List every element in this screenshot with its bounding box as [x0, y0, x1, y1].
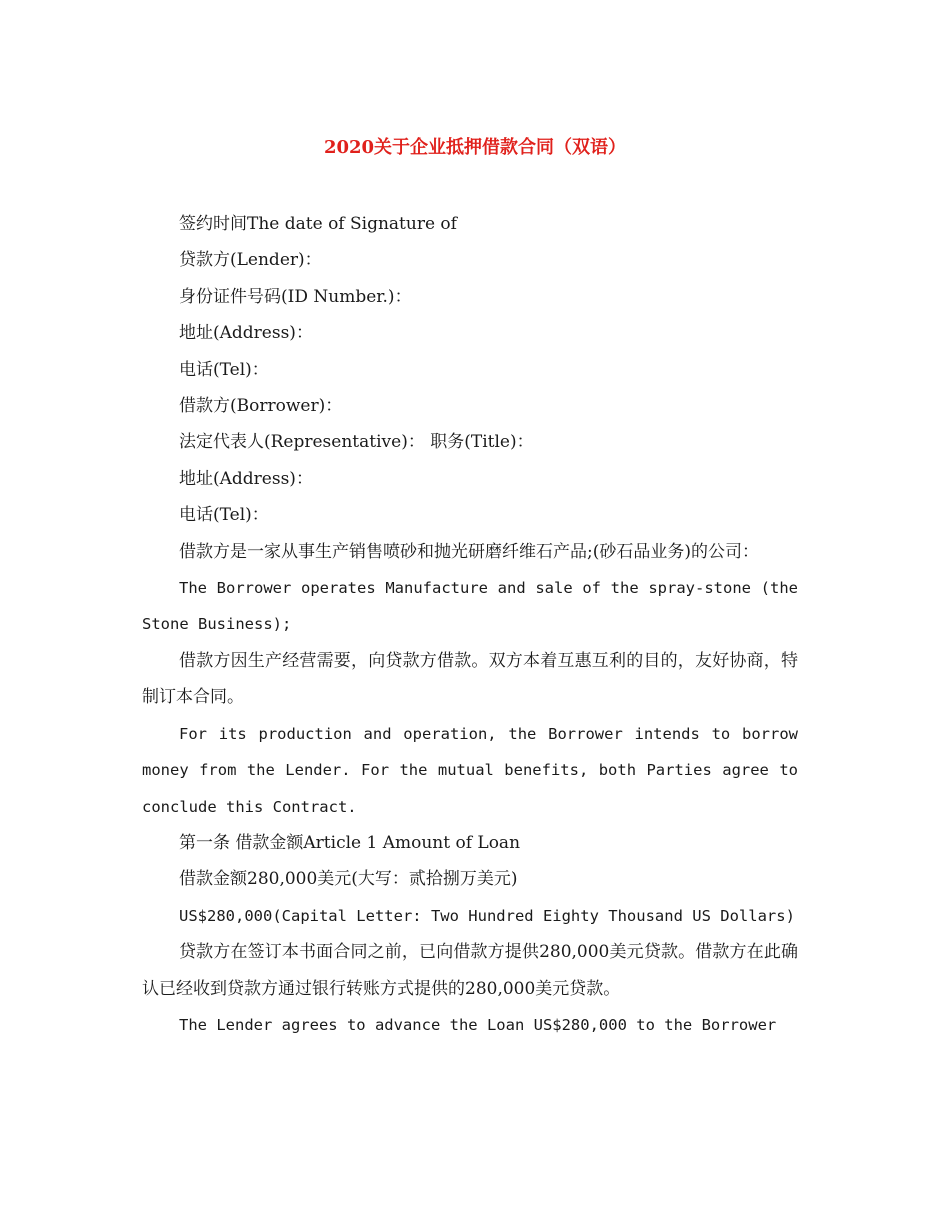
lender-tel-line: 电话(Tel)： [179, 359, 269, 380]
article-1-heading: 第一条 借款金额Article 1 Amount of Loan [179, 832, 521, 853]
borrower-business-zh-paragraph: 借款方是一家从事生产销售喷砂和抛光研磨纤维石产品;(砂石品业务)的公司： [179, 541, 759, 562]
document-body [142, 206, 798, 1043]
loan-amount-zh-line: 借款金额280,000美元(大写：贰拾捌万美元) [179, 869, 518, 890]
borrower-tel-line: 电话(Tel)： [179, 505, 269, 526]
advance-en-line: The Lender agrees to advance the Loan US$280,000 to the Borrower [179, 1015, 777, 1034]
purpose-zh-paragraph: 借款方因生产经营需要，向贷款方借款。双方本着互惠互利的目的，友好协商，特制订本合同。 [142, 650, 798, 708]
document-title: 2020关于企业抵押借款合同（双语） [323, 137, 627, 158]
advance-zh-paragraph: 贷款方在签订本书面合同之前，已向借款方提供280,000美元贷款。借款方在此确认已经收到贷款方通过银行转账方式提供的280,000美元贷款。 [142, 942, 798, 999]
purpose-en-paragraph: For its production and operation, the Borrower intends to borrow money from the Lender. For the mutual benefits, both Parties agree to conclude this Contract. [142, 724, 798, 816]
loan-amount-en-line: US$280,000(Capital Letter: Two Hundred Eighty Thousand US Dollars) [179, 906, 795, 925]
borrower-representative-line: 法定代表人(Representative)： 职务(Title)： [179, 432, 534, 453]
signing-date-line: 签约时间The date of Signature of [179, 214, 457, 234]
lender-address-line: 地址(Address)： [179, 323, 313, 344]
lender-id-line: 身份证件号码(ID Number.)： [179, 286, 412, 307]
lender-line: 贷款方(Lender)： [179, 250, 322, 271]
borrower-line: 借款方(Borrower)： [179, 396, 343, 417]
borrower-business-en-paragraph: The Borrower operates Manufacture and sale of the spray-stone (the Stone Business); [142, 579, 798, 634]
borrower-address-line: 地址(Address)： [179, 468, 313, 489]
